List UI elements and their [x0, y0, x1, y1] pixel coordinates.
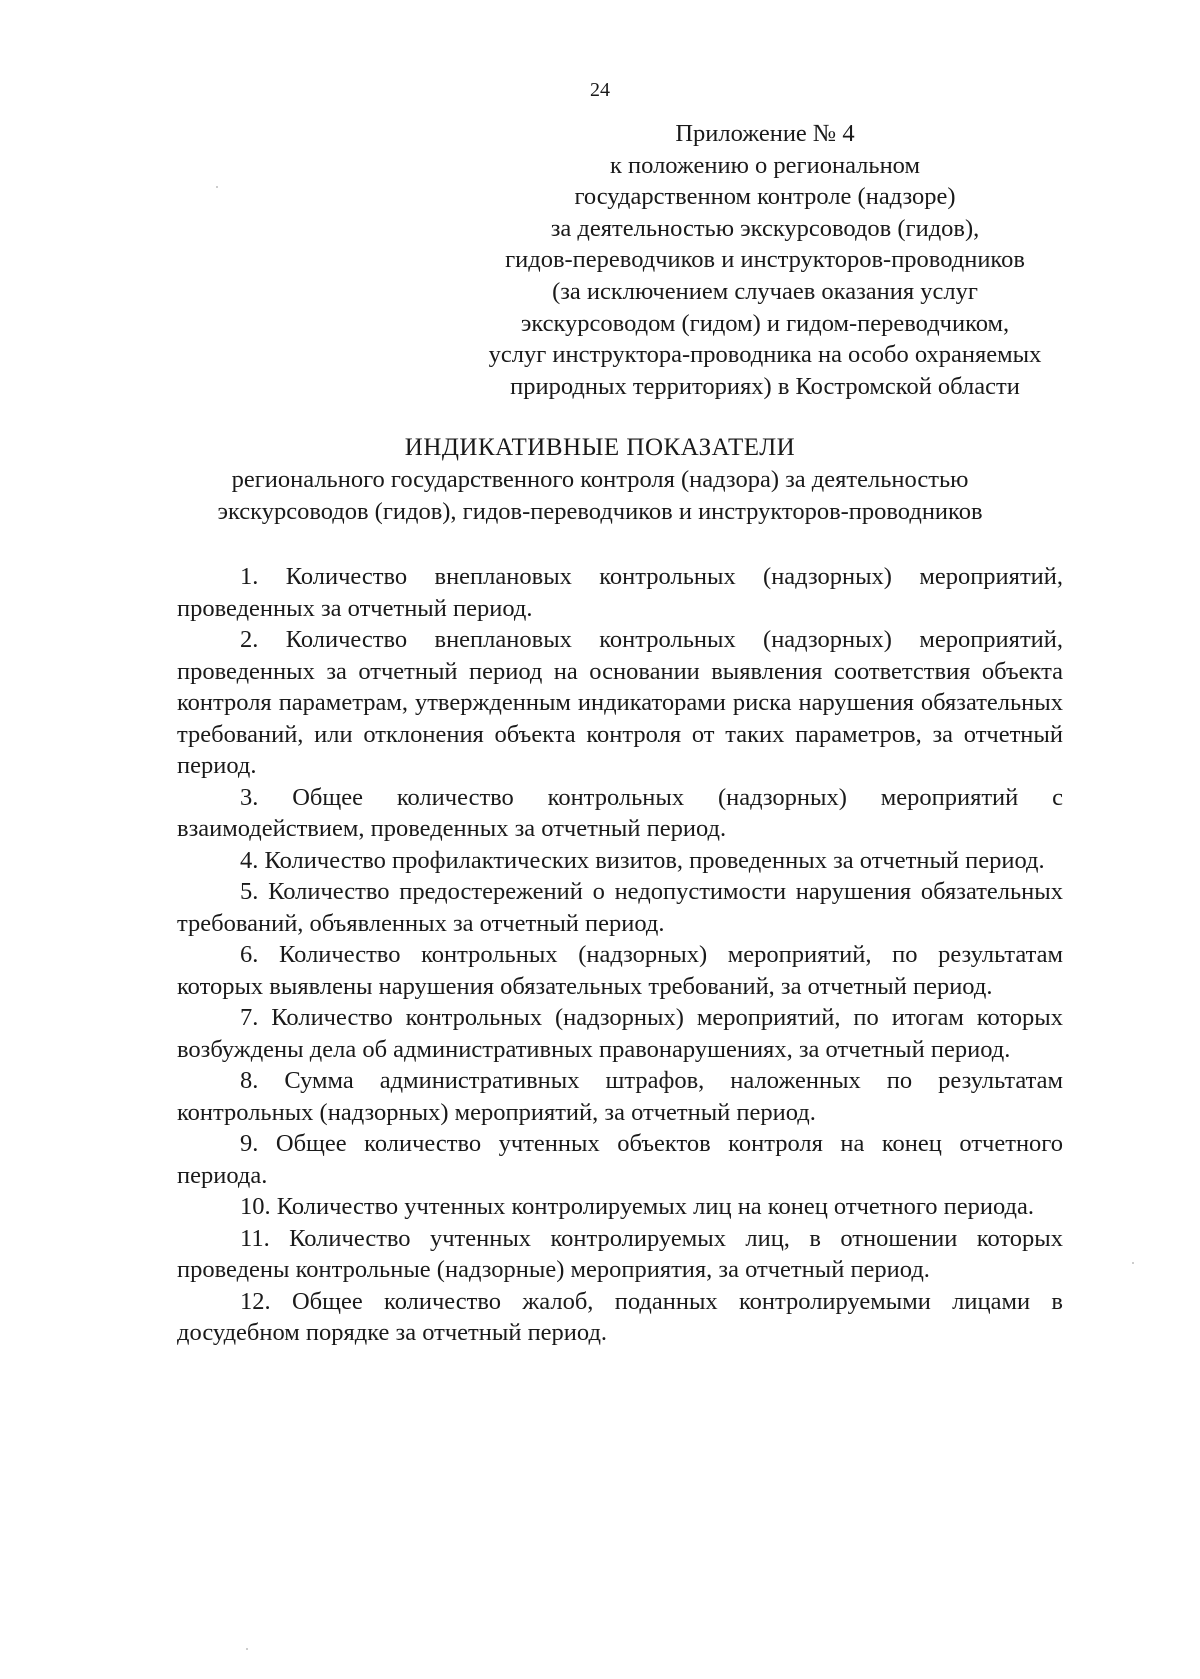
indicator-item: 4. Количество профилактических визитов, проведенных за отчетный период. — [240, 846, 1045, 874]
appendix-line: (за исключением случаев оказания услуг — [552, 277, 978, 305]
appendix-line: государственном контроле (надзоре) — [574, 183, 956, 211]
scan-speck — [216, 186, 218, 188]
appendix-line: природных территориях) в Костромской области — [510, 372, 1020, 400]
indicator-item: 8. Сумма административных штрафов, наложенных по результатам контрольных (надзорных) мероприятий, за отчетный период. — [177, 1067, 1063, 1126]
indicator-item: 2. Количество внеплановых контрольных (надзорных) мероприятий, проведенных за отчетный период на основании выявления соответствия объекта контроля параметрам, утвержденным индикаторами риска нарушения обязательных требований, или отклонения объекта контроля от таких параметров, за отчетный период. — [177, 626, 1063, 779]
document-title: ИНДИКАТИВНЫЕ ПОКАЗАТЕЛИ — [404, 434, 796, 461]
indicator-item: 11. Количество учтенных контролируемых лиц, в отношении которых проведены контрольные (надзорные) мероприятия, за отчетный период. — [177, 1224, 1063, 1283]
indicator-item: 3. Общее количество контрольных (надзорных) мероприятий с взаимодействием, проведенных за отчетный период. — [177, 783, 1063, 842]
document-subtitle — [150, 464, 1050, 527]
appendix-line: экскурсоводом (гидом) и гидом-переводчиком, — [520, 309, 1010, 337]
indicator-list — [177, 561, 1063, 1349]
scan-speck — [1132, 1262, 1134, 1264]
appendix-line: за деятельностью экскурсоводов (гидов), — [550, 214, 980, 242]
scan-speck — [246, 1648, 248, 1650]
appendix-header — [420, 118, 1110, 402]
indicator-item: 7. Количество контрольных (надзорных) мероприятий, по итогам которых возбуждены дела об административных правонарушениях, за отчетный период. — [177, 1004, 1063, 1063]
subtitle-line: регионального государственного контроля (надзора) за деятельностью — [231, 466, 969, 493]
indicator-item: 6. Количество контрольных (надзорных) мероприятий, по результатам которых выявлены нарушения обязательных требований, за отчетный период. — [177, 941, 1063, 1000]
indicator-item: 5. Количество предостережений о недопустимости нарушения обязательных требований, объявленных за отчетный период. — [177, 878, 1063, 937]
indicator-item: 1. Количество внеплановых контрольных (надзорных) мероприятий, проведенных за отчетный период. — [177, 563, 1063, 622]
appendix-line: услуг инструктора-проводника на особо охраняемых — [488, 341, 1042, 369]
indicator-item: 9. Общее количество учтенных объектов контроля на конец отчетного периода. — [177, 1130, 1063, 1189]
appendix-line: Приложение № 4 — [675, 120, 855, 147]
indicator-item: 10. Количество учтенных контролируемых лиц на конец отчетного периода. — [240, 1193, 1035, 1220]
subtitle-line: экскурсоводов (гидов), гидов-переводчиков и инструкторов-проводников — [217, 497, 983, 525]
appendix-line: к положению о региональном — [610, 151, 920, 179]
indicator-item: 12. Общее количество жалоб, поданных контролируемыми лицами в досудебном порядке за отчетный период. — [177, 1287, 1063, 1346]
title-block — [150, 432, 1050, 527]
appendix-line: гидов-переводчиков и инструкторов-проводников — [505, 246, 1025, 274]
page-number: 24 — [590, 79, 610, 101]
